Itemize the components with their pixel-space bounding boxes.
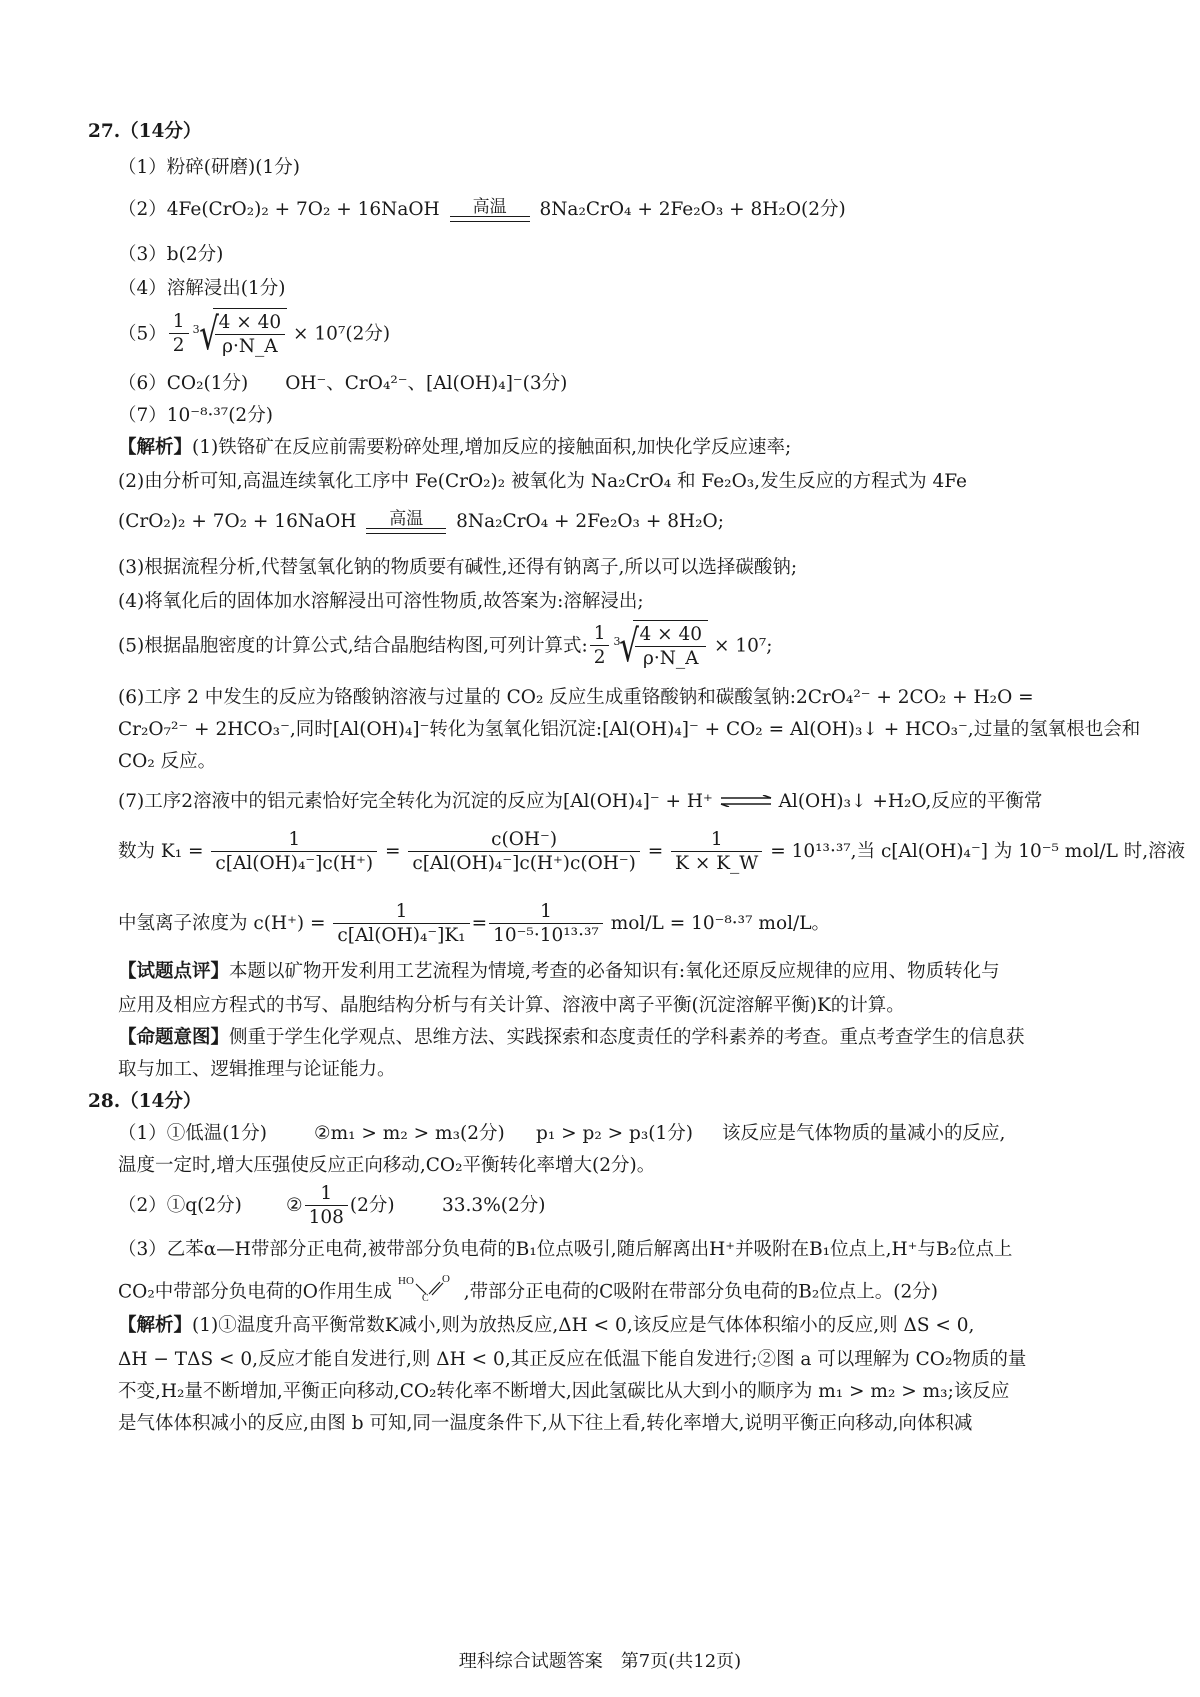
q27-analysis-line-1	[118, 436, 791, 460]
intent-text: 侧重于学生化学观点、思维方法、实践探索和态度责任的学科素养的考查。重点考查学生的信息获	[229, 1027, 1025, 1048]
q28-answer-2-3: 33.3%(2分)	[442, 1195, 546, 1216]
fraction-numerator: 1	[395, 900, 408, 922]
q27-intent-line-2: 取与加工、逻辑推理与论证能力。	[118, 1059, 396, 1080]
analysis-text: × 10⁷;	[713, 635, 773, 657]
q27-intent-line-1	[118, 1026, 1025, 1050]
fraction-denominator: 10⁻⁵·10¹³·³⁷	[489, 923, 603, 948]
q28-answer-1-1: （1）①低温(1分)	[118, 1123, 267, 1144]
equilibrium-arrow	[719, 790, 773, 814]
fraction	[211, 829, 377, 876]
q28-title: 28.（14分）	[88, 1091, 202, 1112]
analysis-text: (1)铁铬矿在反应前需要粉碎处理,增加反应的接触面积,加快化学反应速率;	[192, 437, 792, 458]
analysis-text: = 10¹³·³⁷,当 c[Al(OH)₄⁻] 为 10⁻⁵ mol/L 时,溶液	[770, 841, 1186, 862]
svg-text:HO: HO	[397, 1275, 414, 1287]
q28-answer-3-line-2	[118, 1272, 938, 1313]
analysis-text: (1)①温度升高平衡常数K减小,则为放热反应,ΔH < 0,该反应是气体体积缩小的反应,则 ΔS < 0,	[192, 1315, 975, 1336]
analysis-tag: 【解析】	[118, 1315, 193, 1336]
q28-answer-1-3: p₁ > p₂ > p₃(1分)	[536, 1123, 694, 1144]
fraction-numerator: 1	[593, 623, 606, 644]
answer-text: CO₂中带部分负电荷的O作用生成	[118, 1281, 392, 1303]
analysis-text: Al(OH)₃↓ +H₂O,反应的平衡常	[778, 791, 1043, 812]
q28-answer-2-1: （2）①q(2分)	[118, 1195, 242, 1216]
cube-root	[611, 620, 708, 673]
q28-answer-1-5: 温度一定时,增大压强使反应正向移动,CO₂平衡转化率增大(2分)。	[118, 1155, 656, 1176]
fraction-numerator: 4 × 40	[639, 623, 703, 645]
q27-analysis-line-8: Cr₂O₇²⁻ + 2HCO₃⁻,同时[Al(OH)₄]⁻转化为氢氧化铝沉淀:[Al(OH)₄]⁻ + CO₂ = Al(OH)₃↓ + HCO₃⁻,过量的氢氧根也会和	[118, 719, 1141, 740]
score-note: (2分)	[349, 1195, 395, 1216]
q27-analysis-line-3	[118, 502, 724, 542]
review-tag: 【试题点评】	[118, 961, 230, 982]
fraction-denominator: c[Al(OH)₄⁻]K₁	[333, 923, 469, 948]
root-fraction	[215, 312, 286, 359]
q28-answer-1-4: 该反应是气体物质的量减小的反应,	[722, 1123, 1006, 1144]
fraction	[671, 829, 762, 876]
q28-analysis-line-3: 不变,H₂量不断增加,平衡正向移动,CO₂转化率不断增大,因此氢碳比从大到小的顺序为 m₁ > m₂ > m₃;该反应	[118, 1381, 1010, 1402]
intent-tag: 【命题意图】	[118, 1027, 230, 1048]
condition-label: 高温	[389, 509, 424, 529]
page-footer: 理科综合试题答案 第7页(共12页)	[458, 1651, 742, 1672]
fraction-denominator: c[Al(OH)₄⁻]c(H⁺)c(OH⁻)	[408, 851, 640, 876]
high-temp-equals-sign	[366, 510, 446, 534]
q27-answer-4: （4）溶解浸出(1分)	[118, 278, 286, 299]
answer-5-prefix: （5）	[118, 323, 167, 345]
answer-text: ,带部分正电荷的C吸附在带部分负电荷的B₂位点上。(2分)	[463, 1281, 938, 1303]
root-index: 3	[613, 635, 621, 648]
q27-analysis-line-2: (2)由分析可知,高温连续氧化工序中 Fe(CrO₂)₂ 被氧化为 Na₂CrO₄ 和 Fe₂O₃,发生反应的方程式为 4Fe	[118, 471, 967, 492]
high-temp-equals-sign	[450, 198, 530, 222]
fraction	[489, 901, 603, 948]
q27-answer-5	[118, 308, 390, 361]
fraction-numerator: 1	[540, 900, 552, 922]
answer-marker: ②	[286, 1195, 303, 1216]
fraction-denominator: 2	[169, 333, 189, 358]
fraction-numerator: 1	[288, 828, 301, 850]
fraction	[305, 1183, 348, 1230]
q28-answer-3-line-1: （3）乙苯α—H带部分正电荷,被带部分负电荷的B₁位点吸引,随后解离出H⁺并吸附在B₁位点上,H⁺与B₂位点上	[118, 1239, 1013, 1260]
q27-review-line-2: 应用及相应方程式的书写、晶胞结构分析与有关计算、溶液中离子平衡(沉淀溶解平衡)K的计算。	[118, 995, 905, 1016]
q27-analysis-line-11: 数为 K₁ = $\frac{1}{\text{c[Al(OH)₄⁻]c(H⁺)}}$ = $\frac{c(OH^-)}{\text{c[Al(OH)₄⁻]c(H⁺)c(OH⁻)}}$ = $\frac{1}{K \times K\_W}$ = 10¹³·³⁷,当 c[Al(OH)₄⁻] 为 10⁻⁵ mol/L 时,溶液	[118, 828, 1186, 874]
fraction-numerator: 1	[710, 828, 723, 850]
fraction	[333, 901, 469, 948]
q27-analysis-line-6	[118, 620, 773, 673]
analysis-text: (5)根据晶胞密度的计算公式,结合晶胞结构图,可列计算式:	[118, 635, 588, 657]
q27-answer-1: （1）粉碎(研磨)(1分)	[118, 157, 300, 178]
half-fraction	[590, 623, 610, 670]
half-fraction	[169, 311, 189, 358]
q27-answer-2	[118, 190, 846, 230]
condition-label: 高温	[472, 197, 507, 217]
q27-analysis-line-10	[118, 790, 1042, 814]
hoco-structure-icon	[398, 1272, 458, 1302]
radical-sign: √	[619, 621, 640, 672]
equilibrium-arrow-icon	[719, 795, 773, 807]
equation-rhs: 8Na₂CrO₄ + 2Fe₂O₃ + 8H₂O;	[456, 511, 724, 532]
analysis-text: 数为 K₁ =	[118, 841, 204, 862]
fraction-denominator: ρ·N_A	[635, 646, 706, 671]
carbonate-structure	[398, 1272, 458, 1313]
q27-analysis-line-7: (6)工序 2 中发生的反应为铬酸钠溶液与过量的 CO₂ 反应生成重铬酸钠和碳酸氢钠:2CrO₄²⁻ + 2CO₂ + H₂O =	[118, 687, 1034, 708]
fraction-numerator: c(OH⁻)	[491, 828, 558, 850]
analysis-text: mol/L = 10⁻⁸·³⁷ mol/L。	[610, 913, 831, 934]
q27-answer-7: （7）10⁻⁸·³⁷(2分)	[118, 405, 273, 426]
q28-answer-1-2: ②m₁ > m₂ > m₃(2分)	[314, 1123, 505, 1144]
root-fraction	[635, 624, 706, 671]
radical-sign: √	[198, 309, 219, 360]
q27-review-line-1	[118, 960, 1000, 984]
fraction-denominator: ρ·N_A	[215, 334, 286, 359]
review-text: 本题以矿物开发利用工艺流程为情境,考查的必备知识有:氧化还原反应规律的应用、物质转化与	[229, 961, 1000, 982]
analysis-tag: 【解析】	[118, 437, 193, 458]
q28-answer-2-2	[286, 1180, 395, 1232]
fraction-denominator: c[Al(OH)₄⁻]c(H⁺)	[211, 851, 377, 876]
q27-analysis-line-9: CO₂ 反应。	[118, 751, 217, 772]
q28-analysis-line-2: ΔH − TΔS < 0,反应才能自发进行,则 ΔH < 0,其正反应在低温下能自发进行;②图 a 可以理解为 CO₂物质的量	[118, 1349, 1027, 1370]
q27-analysis-line-12: 中氢离子浓度为 c(H⁺) = $\frac{1}{\text{c[Al(OH)₄⁻]K₁}}$ = $\frac{1}{\text{10⁻⁵·10¹³·³⁷}}$ mol/L = 10⁻⁸·³⁷ mol/L。	[118, 900, 831, 946]
fraction-numerator: 4 × 40	[218, 311, 282, 333]
q27-analysis-line-4: (3)根据流程分析,代替氢氧化钠的物质要有碱性,还得有钠离子,所以可以选择碳酸钠;	[118, 557, 798, 578]
svg-text:C: C	[421, 1293, 429, 1302]
q28-analysis-line-1	[118, 1314, 974, 1338]
analysis-text: 中氢离子浓度为 c(H⁺) =	[118, 913, 326, 934]
q28-analysis-line-4: 是气体体积减小的反应,由图 b 可知,同一温度条件下,从下往上看,转化率增大,说明平衡正向移动,向体积减	[118, 1413, 973, 1434]
q27-answer-3: （3）b(2分)	[118, 244, 224, 265]
equation-lhs: （2）4Fe(CrO₂)₂ + 7O₂ + 16NaOH	[118, 199, 440, 220]
svg-text:O: O	[441, 1273, 450, 1285]
q27-answer-6: （6）CO₂(1分) OH⁻、CrO₄²⁻、[Al(OH)₄]⁻(3分)	[118, 373, 568, 394]
fraction-denominator: 2	[590, 645, 610, 670]
q27-analysis-line-5: (4)将氧化后的固体加水溶解浸出可溶性物质,故答案为:溶解浸出;	[118, 591, 644, 612]
equation-rhs: 8Na₂CrO₄ + 2Fe₂O₃ + 8H₂O(2分)	[539, 199, 846, 220]
fraction-denominator: K × K_W	[671, 851, 762, 876]
fraction-numerator: 1	[172, 311, 185, 332]
root-index: 3	[192, 323, 200, 336]
q27-title: 27.（14分）	[88, 121, 202, 142]
analysis-text: (7)工序2溶液中的铝元素恰好完全转化为沉淀的反应为[Al(OH)₄]⁻ + H⁺	[118, 791, 713, 812]
fraction	[408, 829, 640, 876]
equation-lhs: (CrO₂)₂ + 7O₂ + 16NaOH	[118, 511, 357, 532]
fraction-numerator: 1	[320, 1182, 333, 1204]
fraction-denominator: 108	[305, 1205, 348, 1230]
answer-5-suffix: × 10⁷(2分)	[293, 323, 391, 345]
cube-root	[191, 308, 288, 361]
